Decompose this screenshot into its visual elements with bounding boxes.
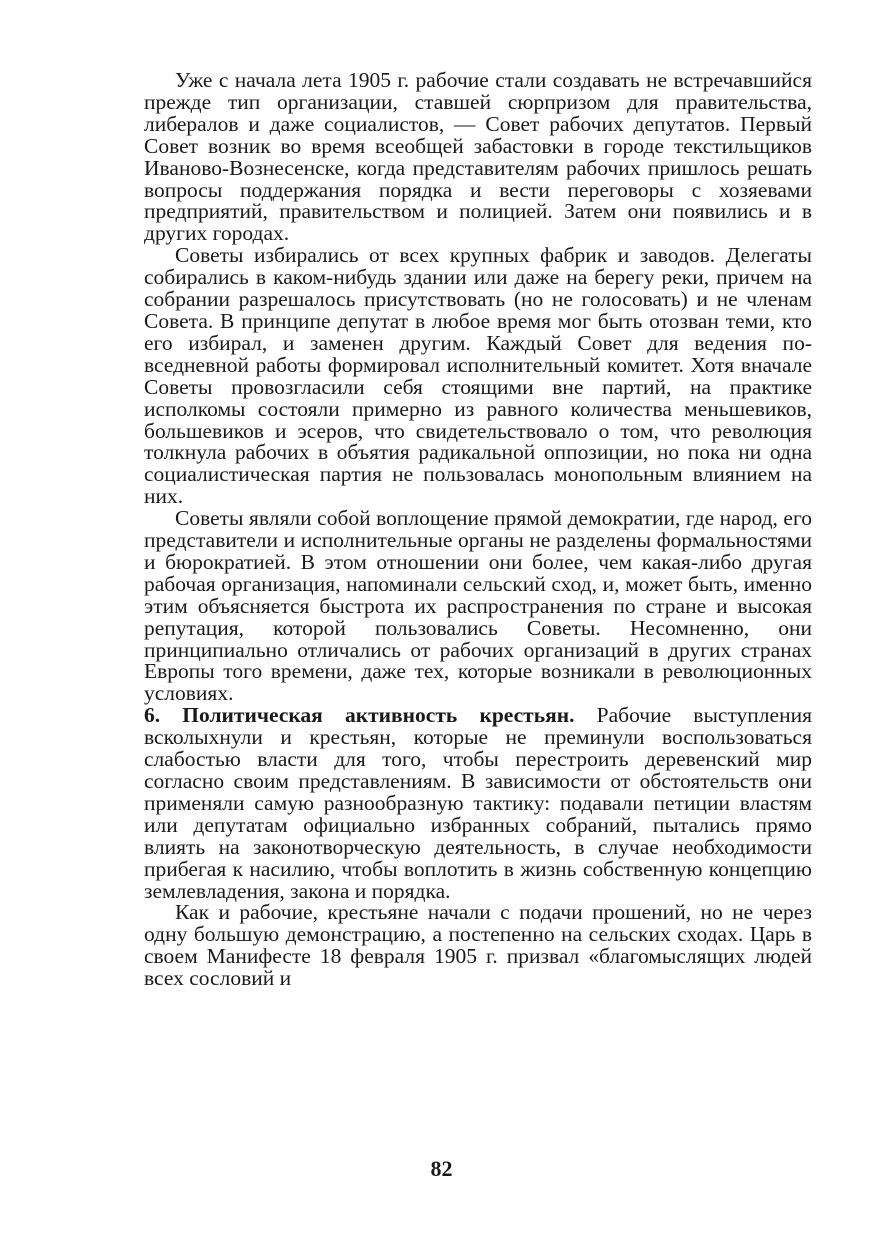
section-heading: 6. Политическая активность крестьян. (144, 703, 575, 728)
paragraph-soviets-democracy: Советы являли собой воплощение прямой демократии, где народ, его представители и исполнительные органы не разделены формальностями и бюрократией. В этом отношении они более, чем какая-либо другая рабочая организация, напоминали сельский сход, и, может быть, именно этим объясняется быстрота их распространения по стране и высокая репутация, которой пользовались Советы. Несомненно, они принципиально отличались от рабочих организаций в других странах Европы того времени, даже тех, которые возникали в революционных условиях. (144, 506, 812, 706)
section-peasant-activity (144, 705, 812, 902)
section-text: Рабочие выступления всколыхнули и крестьян, которые не преминули воспользоваться слабостью власти для того, чтобы перестроить деревенский мир согласно своим представлениям. В зависимости от обстоятельств они применяли самую разнообразную тактику: подавали петиции властям или депутатам официально избранных собраний, пытались прямо влиять на законотворческую деятельность, в случае необходимости прибегая к насилию, чтобы воплотить в жизнь собственную концепцию землевладения, закона и порядка. (144, 703, 812, 903)
paragraph-peasant-petitions: Как и рабочие, крестьяне начали с подачи прошений, но не через одну большую демонстрацию, а постепенно на сельских сходах. Царь в своем Манифесте 18 февраля 1905 г. призвал «благомыслящих людей всех сословий и (144, 900, 812, 991)
page-body (144, 70, 812, 990)
paragraph-soviets-elections: Советы избирались от всех крупных фабрик и заводов. Делегаты собирались в каком-нибудь здании или даже на берегу реки, причем на собрании разрешалось присутствовать (но не голосовать) и не членам Совета. В принципе депутат в любое время мог быть отозван теми, кто его избирал, и заменен другим. Каждый Совет для ведения повседневной работы формировал исполнительный комитет. Хотя вначале Советы провозгласили себя стоящими вне партий, на практике исполкомы состояли примерно из равного количества меньшевиков, большевиков и эсеров, что свидетельствовало о том, что революция толкнула рабочих в объятия радикальной оппозиции, но пока ни одна социалистическая партия не пользовалась монопольным влиянием на них. (144, 243, 812, 509)
paragraph-soviets-origin: Уже с начала лета 1905 г. рабочие стали создавать не встречавшийся прежде тип организации, ставшей сюрпризом для правительства, либералов и даже социалистов, — Совет рабочих депутатов. Первый Совет возник во время всеобщей забастовки в городе текстильщиков Иваново-Вознесенске, когда представителям рабочих пришлось решать вопросы поддержания порядка и вести переговоры с хозяевами предприятий, правительством и полицией. Затем они появились и в других городах. (144, 68, 812, 246)
page-number: 82 (430, 1156, 453, 1181)
